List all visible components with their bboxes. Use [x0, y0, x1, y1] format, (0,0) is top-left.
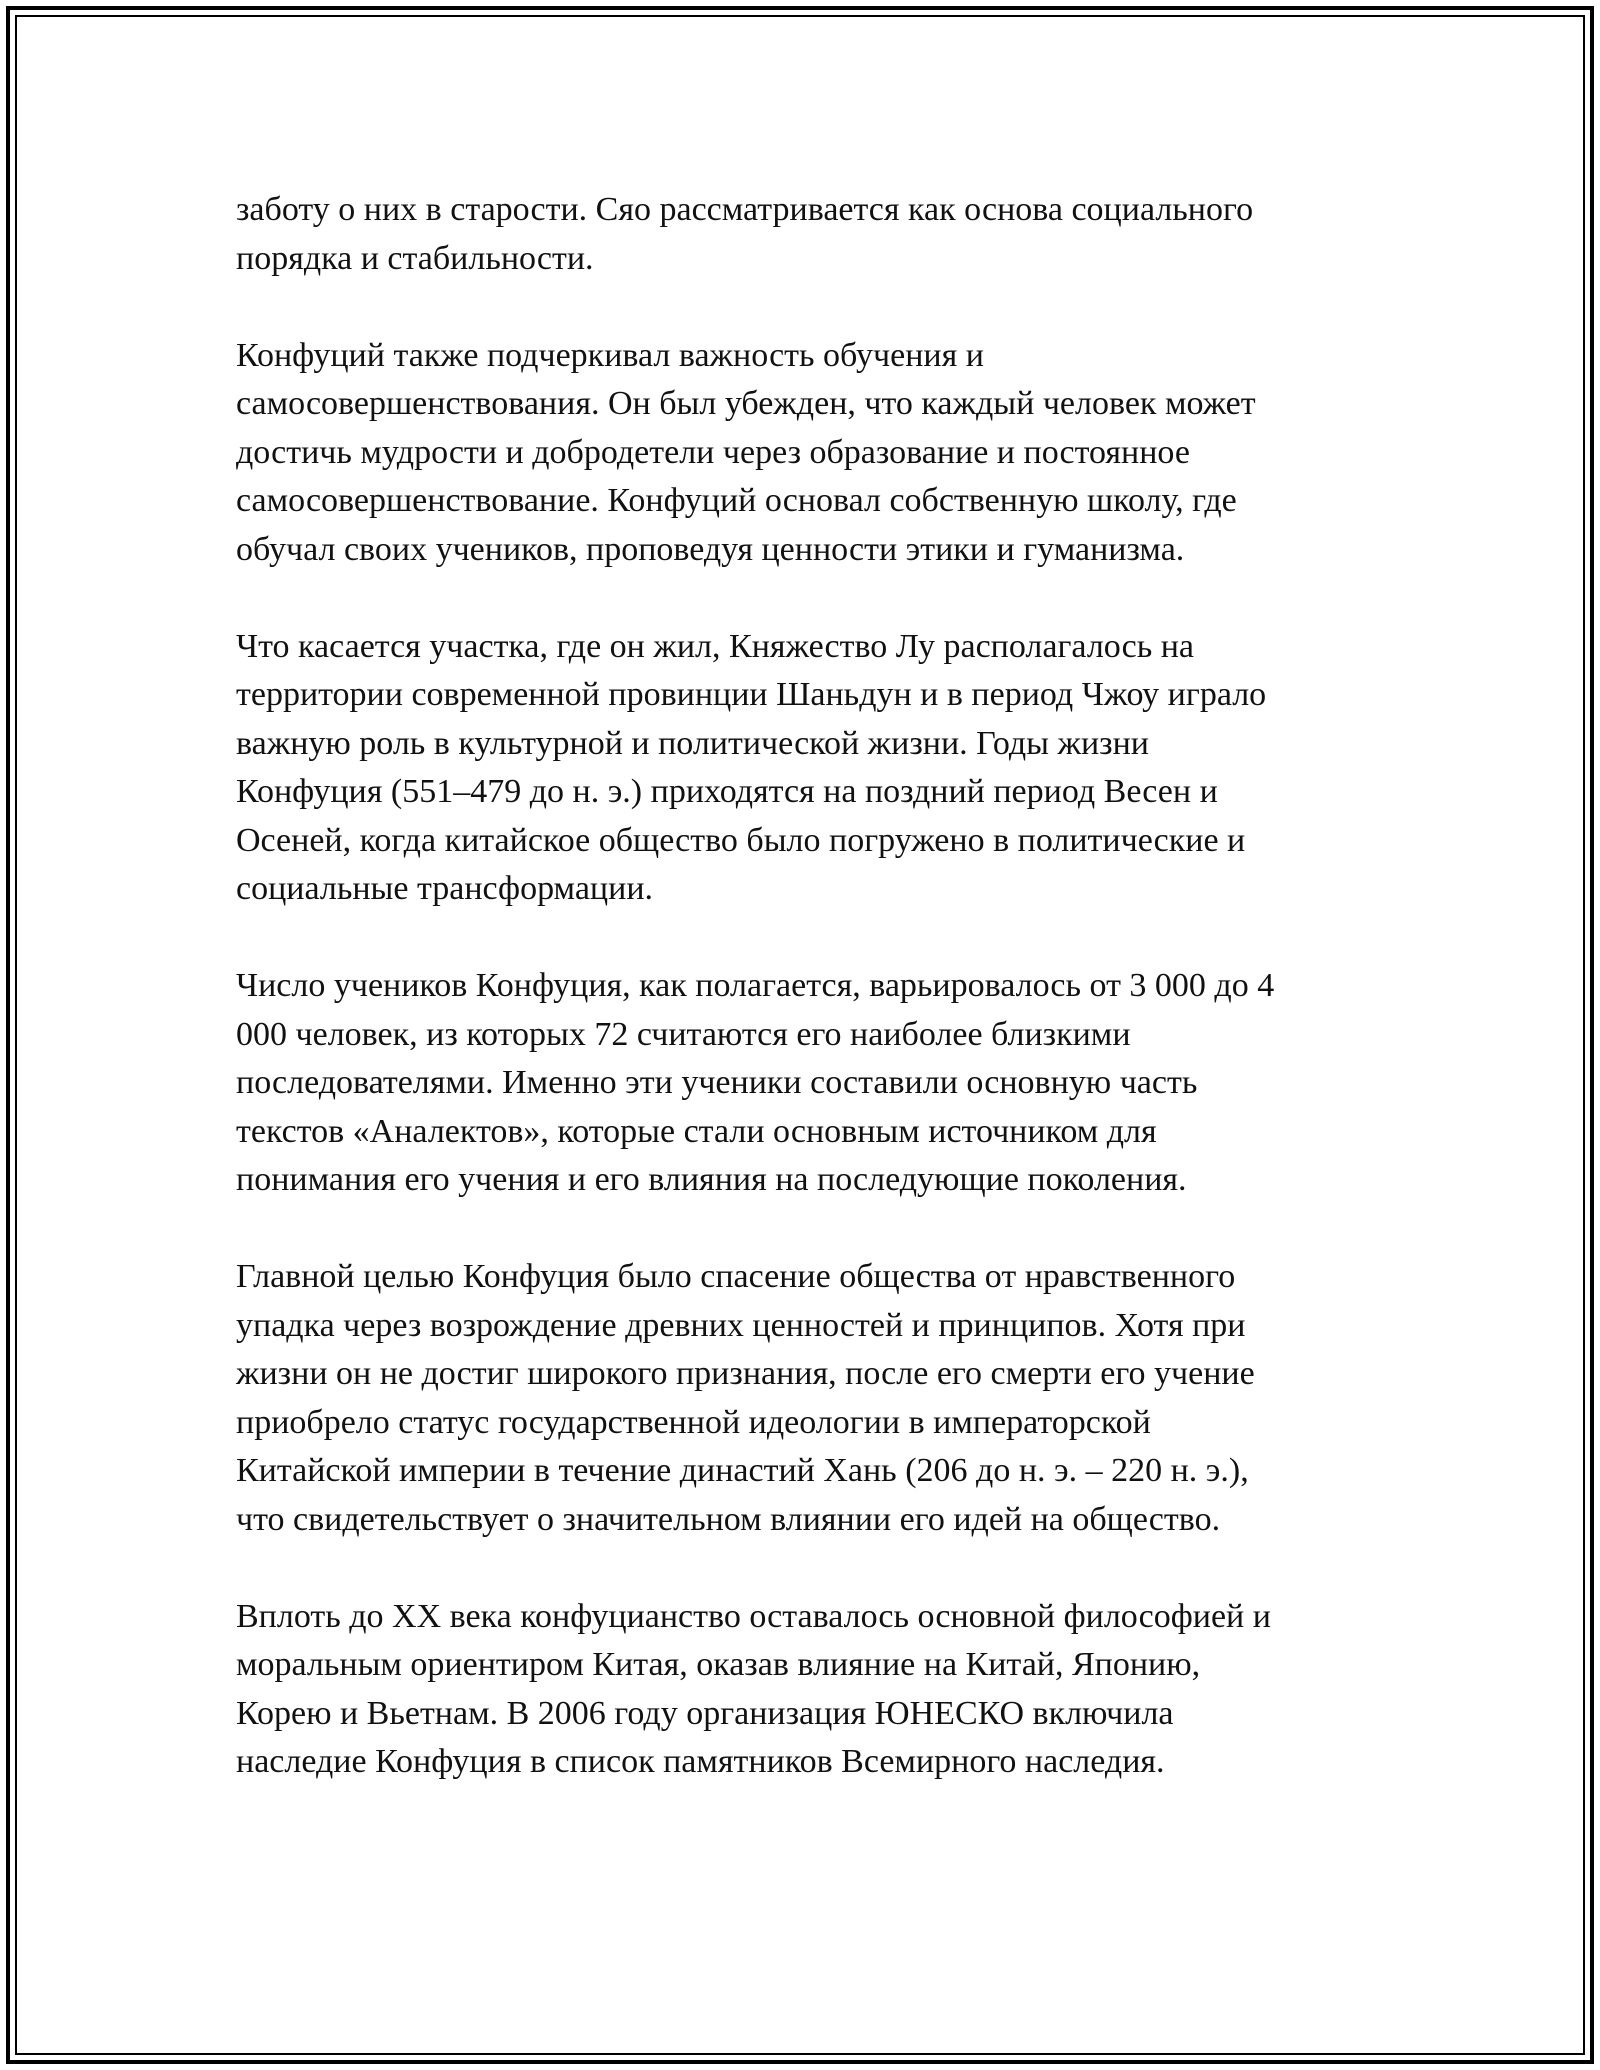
text-line: Китайской империи в течение династий Хань (206 до н. э. – 220 н. э.),	[236, 1452, 1249, 1489]
paragraph	[236, 1253, 1376, 1544]
text-line: Вплоть до XX века конфуцианство оставалось основной философией и	[236, 1597, 1271, 1635]
paragraph	[236, 623, 1376, 914]
text-line: понимания его учения и его влияния на последующие поколения.	[236, 1161, 1187, 1198]
text-line: текстов «Аналектов», которые стали основным источником для	[236, 1112, 1157, 1150]
paragraph	[236, 1593, 1376, 1787]
text-line: Что касается участка, где он жил, Княжество Лу располагалось на	[236, 627, 1195, 665]
text-line: наследие Конфуция в список памятников Всемирного наследия.	[236, 1743, 1165, 1780]
document-body	[236, 186, 1376, 1835]
text-line: Осеней, когда китайское общество было погружено в политические и	[236, 821, 1246, 859]
text-line: социальные трансформации.	[236, 870, 654, 907]
paragraph	[236, 962, 1376, 1205]
text-line: важную роль в культурной и политической жизни. Годы жизни	[236, 724, 1150, 762]
text-line: упадка через возрождение древних ценностей и принципов. Хотя при	[236, 1306, 1246, 1344]
text-line: заботу о них в старости. Сяо рассматривается как основа социального	[236, 191, 1254, 228]
text-line: 000 человек, из которых 72 считаются его наиболее близкими	[236, 1015, 1131, 1053]
text-line: Конфуций также подчеркивал важность обучения и	[236, 336, 984, 374]
text-line: самосовершенствования. Он был убежден, что каждый человек может	[236, 385, 1256, 422]
text-line: самосовершенствование. Конфуций основал собственную школу, где	[236, 482, 1237, 519]
text-line: обучал своих учеников, проповедуя ценности этики и гуманизма.	[236, 530, 1185, 568]
text-line: жизни он не достиг широкого признания, после его смерти его учение	[236, 1355, 1255, 1392]
text-line: приобрело статус государственной идеологии в императорской	[236, 1403, 1151, 1441]
text-line: Корею и Вьетнам. В 2006 году организация ЮНЕСКО включила	[236, 1694, 1174, 1732]
text-line: территории современной провинции Шаньдун и в период Чжоу играло	[236, 676, 1267, 713]
text-line: Число учеников Конфуция, как полагается, варьировалось от 3 000 до 4	[236, 967, 1275, 1004]
text-line: моральным ориентиром Китая, оказав влияние на Китай, Японию,	[236, 1646, 1201, 1683]
text-line: последователями. Именно эти ученики составили основную часть	[236, 1064, 1198, 1101]
text-line: Главной целью Конфуция было спасение общества от нравственного	[236, 1258, 1236, 1295]
text-line: что свидетельствует о значительном влиянии его идей на общество.	[236, 1500, 1221, 1538]
text-line: достичь мудрости и добродетели через образование и постоянное	[236, 433, 1190, 471]
text-line: порядка и стабильности.	[236, 239, 594, 277]
text-line: Конфуция (551–479 до н. э.) приходятся на поздний период Весен и	[236, 773, 1218, 810]
paragraph	[236, 186, 1376, 283]
paragraph	[236, 332, 1376, 575]
